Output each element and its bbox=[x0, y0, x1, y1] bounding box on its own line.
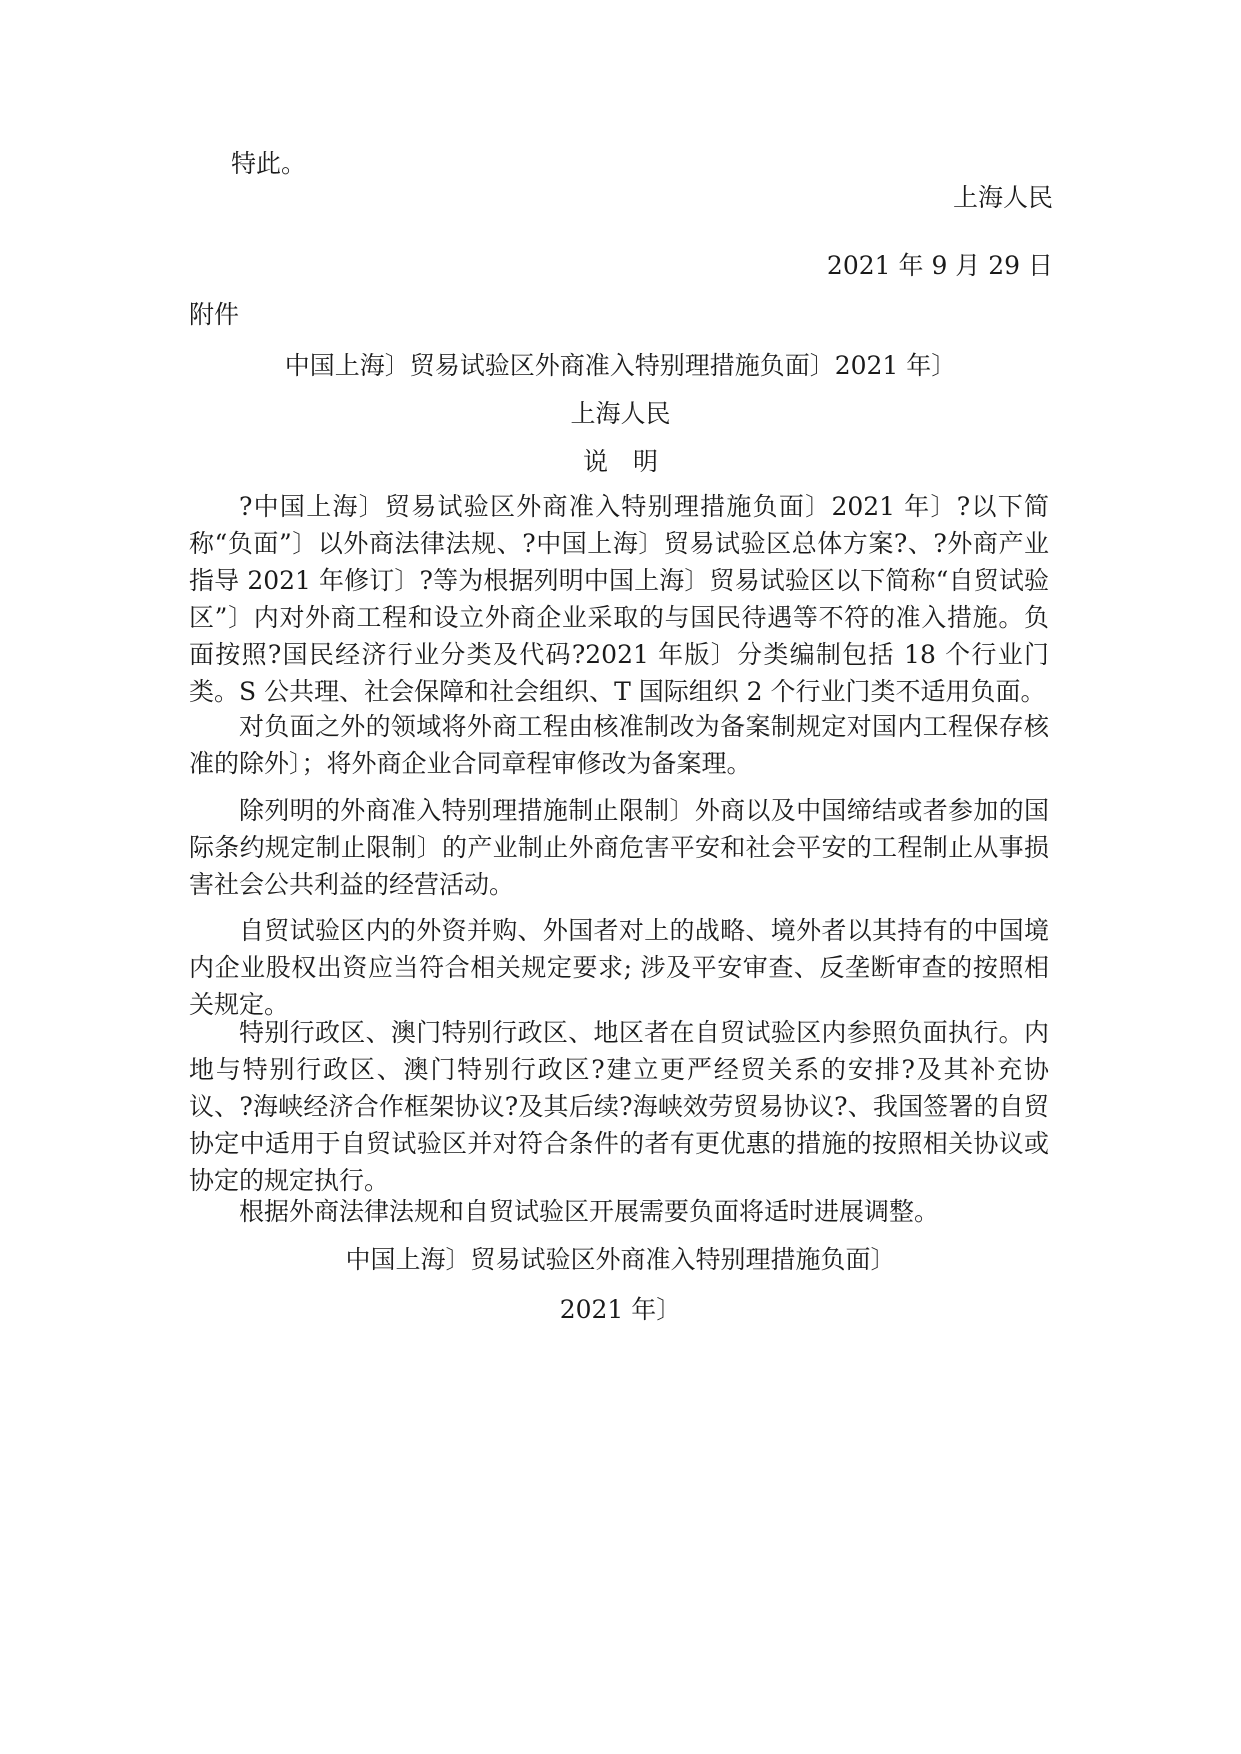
closing-tezi: 特此。 bbox=[231, 149, 307, 178]
footer-title: 中国上海〕贸易试验区外商准入特别理措施负面〕 bbox=[345, 1245, 896, 1274]
paragraph-text: 除列明的外商准入特别理措施制止限制〕外商以及中国缔结或者参加的国际条约规定制止限制〕的产业制止外商危害平安和社会平安的工程制止从事损害社会公共利益的经营活动。 bbox=[189, 796, 1049, 899]
paragraph bbox=[189, 792, 1049, 903]
section-heading: 说 明 bbox=[582, 447, 658, 476]
signing-date: 2021 年 9 月 29 日 bbox=[826, 251, 1053, 280]
paragraph bbox=[189, 708, 1049, 782]
signer-name: 上海人民 bbox=[952, 183, 1053, 212]
footer-year: 2021 年〕 bbox=[559, 1295, 682, 1324]
paragraph bbox=[189, 912, 1049, 1023]
document-title: 中国上海〕贸易试验区外商准入特别理措施负面〕2021 年〕 bbox=[284, 351, 957, 380]
paragraph-text: 特别行政区、澳门特别行政区、地区者在自贸试验区内参照负面执行。内地与特别行政区、澳门特别行政区?建立更严经贸关系的安排?及其补充协议、?海峡经济合作框架协议?及其后续?海峡效劳贸易协议?、我国签署的自贸协定中适用于自贸试验区并对符合条件的者有更优惠的措施的按照相关协议或协定的规定执行。 bbox=[189, 1018, 1049, 1195]
paragraph bbox=[189, 1014, 1049, 1199]
paragraph-text: 对负面之外的领域将外商工程由核准制改为备案制规定对国内工程保存核准的除外〕；将外商企业合同章程审修改为备案理。 bbox=[189, 712, 1049, 778]
issuer-name: 上海人民 bbox=[570, 399, 671, 428]
paragraph bbox=[189, 1193, 1049, 1230]
attachment-label: 附件 bbox=[189, 300, 240, 329]
paragraph bbox=[189, 488, 1049, 710]
paragraph-text: 自贸试验区内的外资并购、外国者对上的战略、境外者以其持有的中国境内企业股权出资应当符合相关规定要求; 涉及平安审查、反垄断审查的按照相关规定。 bbox=[189, 916, 1049, 1019]
paragraph-text: 根据外商法律法规和自贸试验区开展需要负面将适时进展调整。 bbox=[239, 1197, 940, 1226]
paragraph-text: ?中国上海〕贸易试验区外商准入特别理措施负面〕2021 年〕?以下简称“负面”〕以外商法律法规、?中国上海〕贸易试验区总体方案?、?外商产业指导 2021 年修订〕?等为根据列明中国上海〕贸易试验区以下简称“自贸试验区”〕内对外商工程和设立外商企业采取的与国民待遇等不符的准入措施。负面按照?国民经济行业分类及代码?2021 年版〕分类编制包括 18 个行业门类。S 公共理、社会保障和社会组织、T 国际组织 2 个行业门类不适用负面。 bbox=[189, 492, 1049, 706]
